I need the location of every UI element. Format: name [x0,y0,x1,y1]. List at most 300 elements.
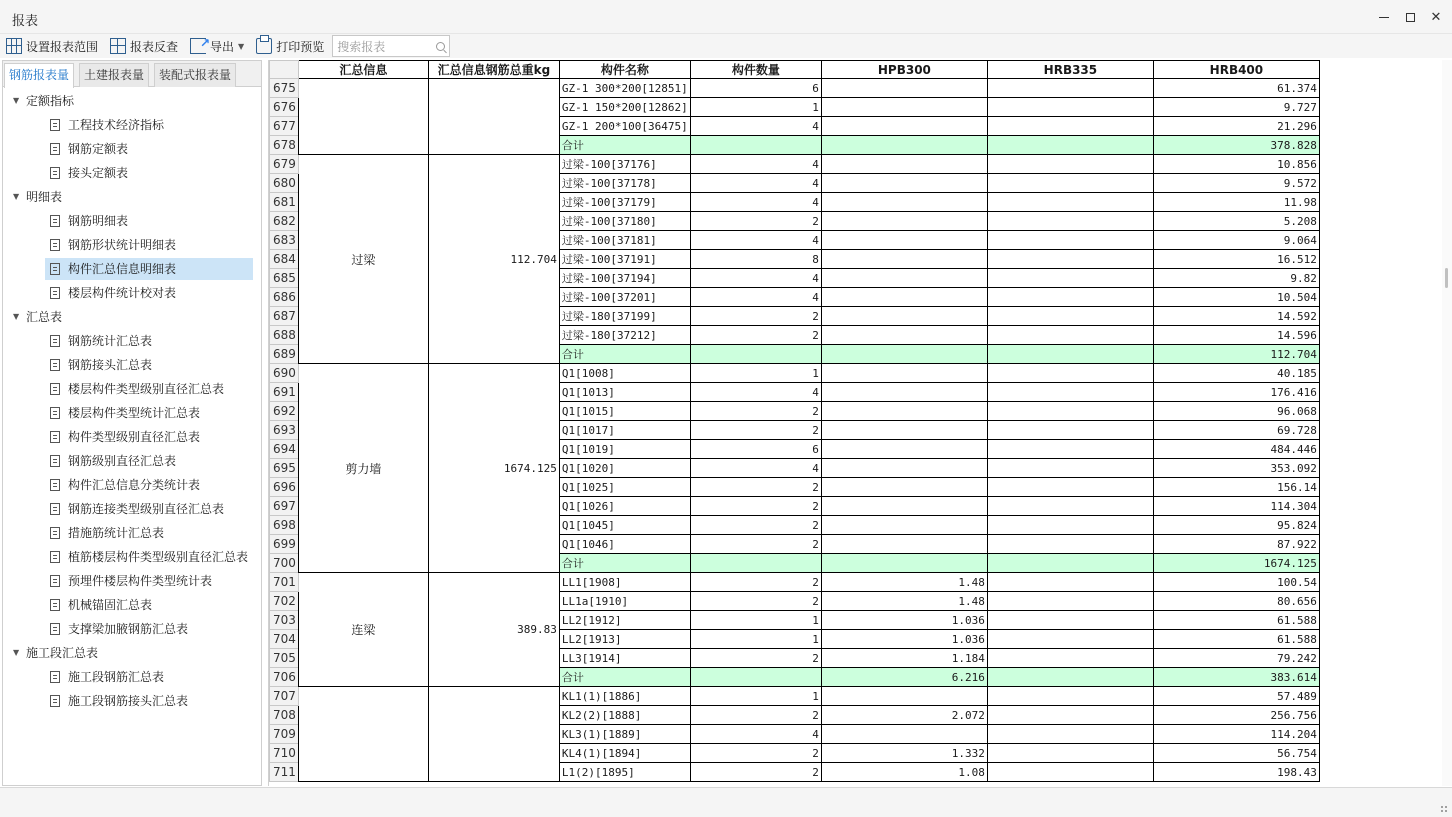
hrb335-cell [987,744,1153,763]
hpb300-cell: 6.216 [821,668,987,687]
hpb300-cell [821,687,987,706]
tree-item[interactable] [3,689,261,713]
hrb335-cell [987,554,1153,573]
row-number: 705 [270,649,299,668]
row-number: 690 [270,364,299,383]
row-number: 701 [270,573,299,592]
report-doc-icon [50,143,60,155]
component-qty-cell: 2 [690,592,821,611]
hpb300-cell [821,155,987,174]
tree-item[interactable] [3,329,261,353]
tree-label: 植筋楼层构件类型级别直径汇总表 [68,550,249,564]
hpb300-cell [821,535,987,554]
hrb400-cell: 57.489 [1153,687,1319,706]
row-number: 683 [270,231,299,250]
hpb300-cell [821,231,987,250]
group-weight-cell: 389.83 [428,573,559,687]
row-number: 679 [270,155,299,174]
hrb400-cell: 96.068 [1153,402,1319,421]
tree-item[interactable] [3,617,261,641]
hrb335-cell [987,231,1153,250]
tree-label: 工程技术经济指标 [68,118,165,132]
report-doc-icon [50,623,60,635]
row-number: 703 [270,611,299,630]
hpb300-cell: 1.184 [821,649,987,668]
tree-item[interactable] [3,209,261,233]
component-name-cell: GZ-1 300*200[12851] [559,79,690,98]
component-name-cell: LL2[1913] [559,630,690,649]
report-doc-icon [50,503,60,515]
hpb300-cell: 1.08 [821,763,987,782]
component-qty-cell: 2 [690,706,821,725]
scrollbar-thumb[interactable] [1445,268,1448,288]
table-row[interactable] [270,79,1320,98]
hrb400-cell: 9.82 [1153,269,1319,288]
close-button[interactable] [1422,6,1450,28]
table-row[interactable] [270,573,1320,592]
hpb300-cell [821,212,987,231]
row-number: 692 [270,402,299,421]
tab-prefab-report[interactable]: 装配式报表量 [154,63,236,87]
hrb335-cell [987,250,1153,269]
export-button[interactable] [184,35,250,57]
group-weight-cell: 112.704 [428,155,559,364]
component-qty-cell: 4 [690,725,821,744]
hrb400-cell: 95.824 [1153,516,1319,535]
hrb400-cell: 353.092 [1153,459,1319,478]
export-dropdown-icon[interactable]: ▼ [238,41,245,51]
report-doc-icon [50,527,60,539]
hpb300-cell [821,269,987,288]
component-name-cell: KL4(1)[1894] [559,744,690,763]
tree-item[interactable] [3,545,261,569]
component-name-cell: Q1[1025] [559,478,690,497]
tree-item[interactable] [3,497,261,521]
tree-item[interactable] [3,161,261,185]
component-qty-cell: 2 [690,744,821,763]
hrb335-cell [987,440,1153,459]
tree-label: 钢筋级别直径汇总表 [68,454,177,468]
report-doc-icon [50,695,60,707]
group-name-cell [298,687,428,782]
maximize-icon [1406,13,1415,22]
hpb300-cell [821,193,987,212]
hrb400-cell: 56.754 [1153,744,1319,763]
tree-item[interactable] [3,353,261,377]
header-component-name: 构件名称 [559,61,690,79]
row-number: 694 [270,440,299,459]
hrb335-cell [987,383,1153,402]
row-number: 686 [270,288,299,307]
report-doc-icon [50,671,60,683]
search-placeholder: 搜索报表 [337,39,386,54]
group-weight-cell [428,687,559,782]
table-row[interactable] [270,155,1320,174]
hpb300-cell [821,288,987,307]
report-reverse-check-button[interactable] [104,35,184,57]
hrb400-cell: 10.856 [1153,155,1319,174]
report-table-area [268,60,1442,786]
tree-label: 楼层构件类型级别直径汇总表 [68,382,225,396]
tree-item[interactable] [3,137,261,161]
hrb400-cell: 10.504 [1153,288,1319,307]
tree-group[interactable] [3,305,261,329]
report-reverse-check-label: 报表反查 [130,39,179,54]
report-doc-icon [50,263,60,275]
row-number: 697 [270,497,299,516]
tree-group[interactable] [3,89,261,113]
tree-item[interactable] [3,113,261,137]
hrb400-cell: 1674.125 [1153,554,1319,573]
tree-label: 钢筋统计汇总表 [68,334,153,348]
tree-label: 楼层构件统计校对表 [68,286,177,300]
header-summary-info: 汇总信息 [298,61,428,79]
tree-item[interactable] [3,377,261,401]
hrb400-cell: 87.922 [1153,535,1319,554]
maximize-button[interactable] [1396,6,1424,28]
report-doc-icon [50,287,60,299]
search-icon[interactable] [436,42,445,51]
group-weight-cell [428,79,559,155]
hpb300-cell: 1.036 [821,630,987,649]
row-number: 680 [270,174,299,193]
group-name-cell: 过梁 [298,155,428,364]
tree-item[interactable] [3,449,261,473]
component-qty-cell: 2 [690,497,821,516]
resize-grip-icon[interactable] [1440,805,1448,813]
component-qty-cell [690,554,821,573]
component-name-cell: Q1[1019] [559,440,690,459]
tree-item[interactable] [3,257,261,281]
reverse-check-icon [110,38,126,54]
hrb400-cell: 176.416 [1153,383,1319,402]
row-number: 693 [270,421,299,440]
component-name-cell: Q1[1026] [559,497,690,516]
tree-item[interactable] [3,233,261,257]
hrb400-cell: 9.064 [1153,231,1319,250]
hrb400-cell: 11.98 [1153,193,1319,212]
title-bar [0,0,1452,34]
vertical-scrollbar[interactable] [1442,60,1452,786]
tab-rebar-report[interactable]: 钢筋报表量 [4,63,74,88]
tree-label: 机械锚固汇总表 [68,598,153,612]
hrb335-cell [987,364,1153,383]
hrb335-cell [987,421,1153,440]
report-doc-icon [50,119,60,131]
hpb300-cell: 1.48 [821,573,987,592]
group-name-cell [298,79,428,155]
hpb300-cell [821,478,987,497]
tree-label: 构件汇总信息分类统计表 [68,478,201,492]
hrb335-cell [987,212,1153,231]
component-name-cell: Q1[1046] [559,535,690,554]
component-name-cell: GZ-1 150*200[12862] [559,98,690,117]
component-name-cell: 过梁-100[37194] [559,269,690,288]
tree-label: 钢筋定额表 [68,142,129,156]
toolbar [0,34,1452,58]
hrb400-cell: 114.304 [1153,497,1319,516]
tree-item[interactable] [3,593,261,617]
component-name-cell: LL1[1908] [559,573,690,592]
component-name-cell: 过梁-100[37191] [559,250,690,269]
hpb300-cell [821,459,987,478]
row-number: 685 [270,269,299,288]
report-doc-icon [50,407,60,419]
tree-label: 钢筋连接类型级别直径汇总表 [68,502,225,516]
row-number: 681 [270,193,299,212]
hrb335-cell [987,573,1153,592]
report-doc-icon [50,215,60,227]
expand-caret-icon[interactable]: ▼ [13,192,20,201]
component-qty-cell: 1 [690,687,821,706]
tree-label: 汇总表 [26,310,63,324]
row-number: 695 [270,459,299,478]
close-icon: ✕ [1430,9,1442,25]
hrb400-cell: 112.704 [1153,345,1319,364]
set-report-range-button[interactable] [0,35,104,57]
hpb300-cell [821,345,987,364]
component-name-cell: Q1[1015] [559,402,690,421]
report-doc-icon [50,239,60,251]
tree-group[interactable] [3,641,261,665]
hrb400-cell: 156.14 [1153,478,1319,497]
hrb400-cell: 80.656 [1153,592,1319,611]
hrb335-cell [987,117,1153,136]
tree-item[interactable] [3,569,261,593]
row-number: 691 [270,383,299,402]
component-qty-cell: 4 [690,269,821,288]
hpb300-cell [821,250,987,269]
component-name-cell: 合计 [559,345,690,364]
hrb335-cell [987,307,1153,326]
tree-label: 钢筋接头汇总表 [68,358,153,372]
report-doc-icon [50,383,60,395]
hrb335-cell [987,402,1153,421]
hrb400-cell: 61.374 [1153,79,1319,98]
hrb335-cell [987,535,1153,554]
hrb335-cell [987,649,1153,668]
tree-label: 支撑梁加腋钢筋汇总表 [68,622,189,636]
report-doc-icon [50,359,60,371]
component-name-cell: LL3[1914] [559,649,690,668]
hrb400-cell: 198.43 [1153,763,1319,782]
hpb300-cell [821,307,987,326]
component-name-cell: 过梁-100[37179] [559,193,690,212]
hrb400-cell: 9.727 [1153,98,1319,117]
row-number: 708 [270,706,299,725]
header-hrb335: HRB335 [987,61,1153,79]
tree-label: 定额指标 [26,94,75,108]
component-qty-cell: 4 [690,231,821,250]
row-number: 676 [270,98,299,117]
hrb400-cell: 79.242 [1153,649,1319,668]
row-number: 711 [270,763,299,782]
group-name-cell: 剪力墙 [298,364,428,573]
hpb300-cell [821,174,987,193]
row-number: 702 [270,592,299,611]
hrb335-cell [987,345,1153,364]
component-qty-cell: 1 [690,630,821,649]
hrb335-cell [987,155,1153,174]
report-doc-icon [50,455,60,467]
expand-caret-icon[interactable]: ▼ [13,312,20,321]
hrb400-cell: 14.592 [1153,307,1319,326]
row-number: 688 [270,326,299,345]
report-doc-icon [50,167,60,179]
minimize-button[interactable] [1370,6,1398,28]
report-tabs [3,61,261,87]
expand-caret-icon[interactable]: ▼ [13,648,20,657]
component-name-cell: LL1a[1910] [559,592,690,611]
tree-item[interactable] [3,425,261,449]
tree-label: 构件汇总信息明细表 [68,262,177,276]
search-input[interactable] [332,35,450,57]
tree-item[interactable] [3,665,261,689]
tree-item[interactable] [3,521,261,545]
tree-label: 施工段钢筋接头汇总表 [68,694,189,708]
hpb300-cell [821,554,987,573]
tree-label: 钢筋明细表 [68,214,129,228]
hpb300-cell [821,402,987,421]
hrb400-cell: 5.208 [1153,212,1319,231]
hrb335-cell [987,478,1153,497]
hrb400-cell: 378.828 [1153,136,1319,155]
component-qty-cell: 4 [690,193,821,212]
report-range-icon [6,38,22,54]
table-header-row [270,61,1320,79]
row-number: 696 [270,478,299,497]
component-qty-cell: 2 [690,649,821,668]
set-report-range-label: 设置报表范围 [26,39,99,54]
hrb335-cell [987,592,1153,611]
hpb300-cell [821,383,987,402]
header-hrb400: HRB400 [1153,61,1319,79]
hpb300-cell [821,440,987,459]
component-qty-cell [690,345,821,364]
hpb300-cell: 1.036 [821,611,987,630]
component-name-cell: 过梁-180[37212] [559,326,690,345]
component-qty-cell: 2 [690,573,821,592]
hpb300-cell: 1.332 [821,744,987,763]
hpb300-cell [821,421,987,440]
tab-civil-report[interactable]: 土建报表量 [79,63,149,87]
hpb300-cell [821,98,987,117]
group-name-cell: 连梁 [298,573,428,687]
hrb335-cell [987,611,1153,630]
hrb400-cell: 69.728 [1153,421,1319,440]
header-total-weight: 汇总信息钢筋总重kg [428,61,559,79]
component-qty-cell: 6 [690,79,821,98]
component-name-cell: 过梁-100[37181] [559,231,690,250]
hrb400-cell: 16.512 [1153,250,1319,269]
tree-item[interactable] [3,473,261,497]
component-name-cell: LL2[1912] [559,611,690,630]
component-name-cell: 合计 [559,668,690,687]
hrb335-cell [987,288,1153,307]
component-qty-cell: 8 [690,250,821,269]
export-label: 导出 [210,39,235,54]
report-doc-icon [50,575,60,587]
hrb335-cell [987,326,1153,345]
hrb400-cell: 14.596 [1153,326,1319,345]
tree-item[interactable] [3,281,261,305]
component-qty-cell: 2 [690,326,821,345]
component-qty-cell: 4 [690,288,821,307]
hrb335-cell [987,687,1153,706]
component-qty-cell: 1 [690,364,821,383]
component-name-cell: L1(2)[1895] [559,763,690,782]
component-name-cell: GZ-1 200*100[36475] [559,117,690,136]
component-qty-cell: 2 [690,307,821,326]
tree-group[interactable] [3,185,261,209]
component-name-cell: 过梁-100[37176] [559,155,690,174]
component-name-cell: KL2(2)[1888] [559,706,690,725]
hpb300-cell [821,725,987,744]
hrb400-cell: 100.54 [1153,573,1319,592]
component-name-cell: KL3(1)[1889] [559,725,690,744]
tree-label: 构件类型级别直径汇总表 [68,430,201,444]
header-component-qty: 构件数量 [690,61,821,79]
component-qty-cell: 2 [690,516,821,535]
row-number: 706 [270,668,299,687]
component-name-cell: Q1[1017] [559,421,690,440]
component-qty-cell: 4 [690,459,821,478]
row-number: 700 [270,554,299,573]
tree-label: 明细表 [26,190,63,204]
print-preview-label: 打印预览 [276,39,325,54]
row-number: 687 [270,307,299,326]
tree-label: 施工段钢筋汇总表 [68,670,165,684]
hpb300-cell [821,136,987,155]
hrb400-cell: 484.446 [1153,440,1319,459]
hrb335-cell [987,79,1153,98]
tree-label: 钢筋形状统计明细表 [68,238,177,252]
row-number: 684 [270,250,299,269]
hrb335-cell [987,497,1153,516]
row-number: 704 [270,630,299,649]
component-name-cell: 过梁-100[37178] [559,174,690,193]
tree-label: 措施筋统计汇总表 [68,526,165,540]
component-qty-cell: 1 [690,98,821,117]
window-title: 报表 [12,14,39,29]
hrb335-cell [987,193,1153,212]
component-qty-cell: 2 [690,421,821,440]
table-row[interactable] [270,687,1320,706]
row-number: 707 [270,687,299,706]
component-name-cell: 过梁-100[37180] [559,212,690,231]
expand-caret-icon[interactable]: ▼ [13,96,20,105]
row-number: 710 [270,744,299,763]
report-doc-icon [50,431,60,443]
tree-label: 预埋件楼层构件类型统计表 [68,574,213,588]
report-table [269,60,1320,782]
print-preview-button[interactable] [250,35,330,57]
hrb335-cell [987,269,1153,288]
tree-item[interactable] [3,401,261,425]
component-qty-cell: 2 [690,763,821,782]
hrb335-cell [987,668,1153,687]
report-doc-icon [50,335,60,347]
hrb400-cell: 383.614 [1153,668,1319,687]
hrb400-cell: 61.588 [1153,611,1319,630]
row-number: 699 [270,535,299,554]
hpb300-cell [821,79,987,98]
hrb400-cell: 256.756 [1153,706,1319,725]
report-doc-icon [50,599,60,611]
component-name-cell: Q1[1008] [559,364,690,383]
table-row[interactable] [270,364,1320,383]
row-number: 689 [270,345,299,364]
